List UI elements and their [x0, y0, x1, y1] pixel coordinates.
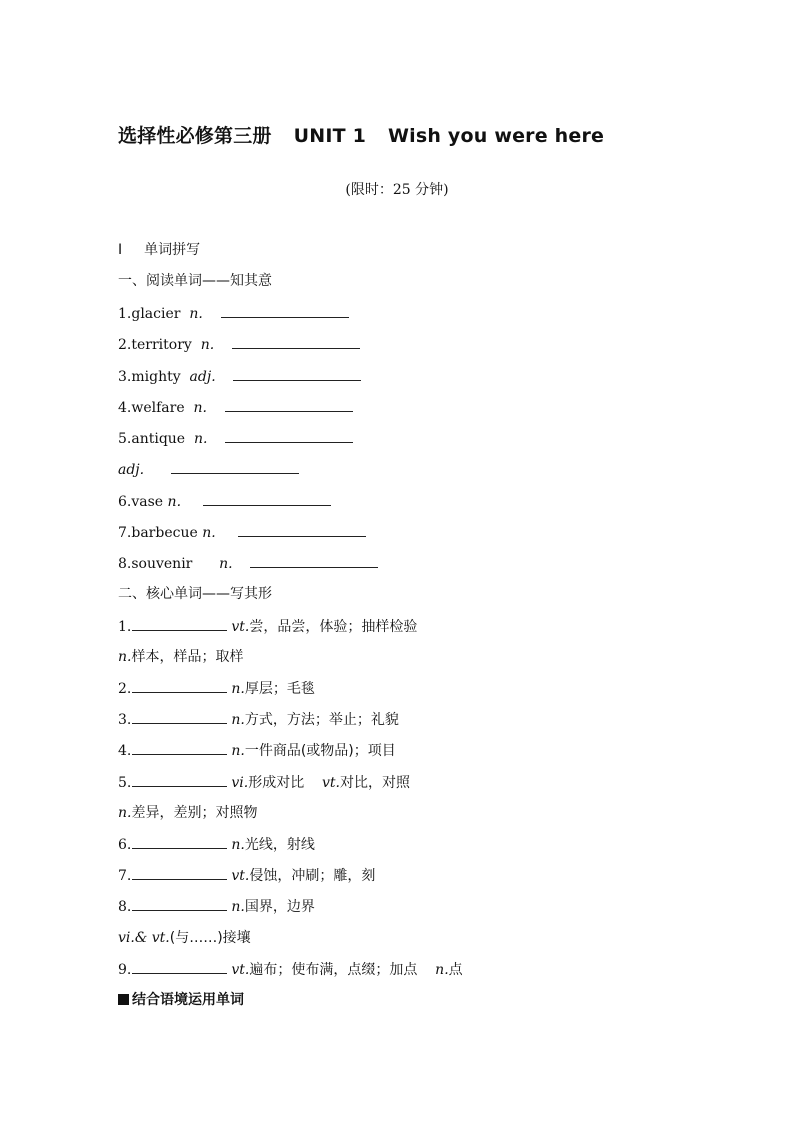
- answer-blank[interactable]: [132, 834, 227, 849]
- item-number: 6.: [118, 494, 132, 510]
- answer-blank[interactable]: [171, 459, 299, 474]
- item-number: 6.: [118, 837, 132, 853]
- item-pos: adj.: [189, 369, 216, 385]
- item-pos: vt.: [231, 868, 250, 884]
- answer-blank[interactable]: [132, 678, 227, 693]
- core-word-item: [118, 709, 399, 729]
- core-word-item: [118, 647, 243, 667]
- item-pos: vi.& vt.: [118, 930, 170, 946]
- answer-blank[interactable]: [232, 334, 360, 349]
- item-pos: n.: [231, 743, 245, 759]
- item-number: 8.: [118, 556, 132, 572]
- item-meaning: 尝，品尝，体验；抽样检验: [249, 619, 418, 635]
- item-pos: vt.: [231, 619, 250, 635]
- item-pos: n.: [118, 649, 132, 665]
- part-two-heading: 二、核心单词——写其形: [118, 586, 272, 602]
- item-number: 4.: [118, 743, 132, 759]
- item-pos: n.: [167, 494, 182, 510]
- context-heading: [118, 990, 244, 1010]
- time-limit: (限时：25 分钟): [345, 182, 449, 198]
- answer-blank[interactable]: [203, 491, 331, 506]
- item-meaning: 差异，差别；对照物: [131, 805, 258, 821]
- answer-blank[interactable]: [233, 366, 361, 381]
- document-title: [118, 121, 604, 148]
- core-word-item: [118, 772, 410, 792]
- title-unit-name: Wish you were here: [388, 125, 605, 147]
- core-word-item: [118, 865, 375, 885]
- square-bullet-icon: [118, 994, 129, 1005]
- part-one-heading: 一、阅读单词——知其意: [118, 273, 272, 289]
- answer-blank[interactable]: [132, 959, 227, 974]
- vocab-item: [118, 491, 335, 511]
- vocab-item: [118, 459, 303, 479]
- vocab-item: [118, 553, 382, 573]
- item-meaning: 光线，射线: [244, 837, 315, 853]
- item-word: glacier: [131, 306, 181, 322]
- item-pos: vi.: [231, 775, 249, 791]
- item-pos: n.: [231, 681, 245, 697]
- item-number: 9.: [118, 962, 132, 978]
- item-pos: n.: [194, 431, 208, 447]
- item-pos: n.: [189, 306, 203, 322]
- core-word-item: [118, 834, 315, 854]
- item-pos: n.: [200, 337, 215, 353]
- item-number: 1.: [118, 619, 132, 635]
- item-meaning: 点: [448, 962, 463, 978]
- item-meaning: 对比，对照: [340, 775, 411, 791]
- context-heading-label: 结合语境运用单词: [132, 992, 244, 1008]
- item-number: 5.: [118, 775, 132, 791]
- answer-blank[interactable]: [225, 428, 353, 443]
- item-pos: n.: [435, 962, 449, 978]
- item-pos: n.: [231, 899, 245, 915]
- section-heading: [118, 240, 200, 260]
- section-numeral: Ⅰ: [118, 242, 123, 258]
- item-meaning: 方式，方法；举止；礼貌: [244, 712, 399, 728]
- core-word-item: [118, 928, 251, 948]
- vocab-item: [118, 366, 365, 386]
- item-number: 7.: [118, 868, 132, 884]
- answer-blank[interactable]: [132, 896, 227, 911]
- vocab-item: [118, 522, 370, 542]
- core-word-item: [118, 678, 315, 698]
- item-number: 1.: [118, 306, 132, 322]
- answer-blank[interactable]: [132, 709, 227, 724]
- item-meaning: 样本，样品；取样: [131, 649, 244, 665]
- item-meaning: 国界，边界: [244, 899, 315, 915]
- item-number: 7.: [118, 525, 132, 541]
- item-word: vase: [131, 494, 164, 510]
- item-meaning: (与……)接壤: [169, 930, 251, 946]
- item-pos: n.: [219, 556, 233, 572]
- item-pos: adj.: [118, 462, 145, 478]
- item-word: souvenir: [131, 556, 193, 572]
- item-meaning: 遍布；使布满，点缀；加点: [249, 962, 418, 978]
- title-book: 选择性必修第三册: [118, 125, 272, 147]
- vocab-item: [118, 303, 353, 323]
- core-word-item: [118, 959, 463, 979]
- item-word: territory: [131, 337, 192, 353]
- item-number: 2.: [118, 681, 132, 697]
- section-label: 单词拼写: [144, 242, 201, 258]
- answer-blank[interactable]: [132, 865, 227, 880]
- item-meaning: 侵蚀，冲刷；雕，刻: [249, 868, 376, 884]
- item-pos: vt.: [231, 962, 250, 978]
- core-word-item: [118, 616, 417, 636]
- answer-blank[interactable]: [132, 772, 227, 787]
- item-meaning: 一件商品(或物品)；项目: [244, 743, 396, 759]
- item-word: welfare: [131, 400, 185, 416]
- item-word: antique: [131, 431, 186, 447]
- item-pos: n.: [231, 837, 245, 853]
- answer-blank[interactable]: [132, 616, 227, 631]
- item-number: 3.: [118, 369, 132, 385]
- item-pos: vt.: [322, 775, 341, 791]
- item-number: 2.: [118, 337, 132, 353]
- answer-blank[interactable]: [221, 303, 349, 318]
- item-pos: n.: [202, 525, 216, 541]
- core-word-item: [118, 896, 315, 916]
- item-pos: n.: [118, 805, 132, 821]
- core-word-item: [118, 803, 257, 823]
- vocab-item: [118, 397, 357, 417]
- vocab-item: [118, 334, 364, 354]
- answer-blank[interactable]: [132, 740, 227, 755]
- item-meaning: 厚层；毛毯: [244, 681, 315, 697]
- item-pos: n.: [231, 712, 245, 728]
- title-unit: UNIT 1: [293, 125, 367, 147]
- core-word-item: [118, 740, 396, 760]
- item-number: 8.: [118, 899, 132, 915]
- answer-blank[interactable]: [250, 553, 378, 568]
- item-number: 4.: [118, 400, 132, 416]
- item-pos: n.: [193, 400, 207, 416]
- item-word: barbecue: [131, 525, 198, 541]
- vocab-item: [118, 428, 357, 448]
- item-word: mighty: [131, 369, 181, 385]
- item-number: 5.: [118, 431, 132, 447]
- answer-blank[interactable]: [238, 522, 366, 537]
- item-meaning: 形成对比: [248, 775, 305, 791]
- item-number: 3.: [118, 712, 132, 728]
- answer-blank[interactable]: [225, 397, 353, 412]
